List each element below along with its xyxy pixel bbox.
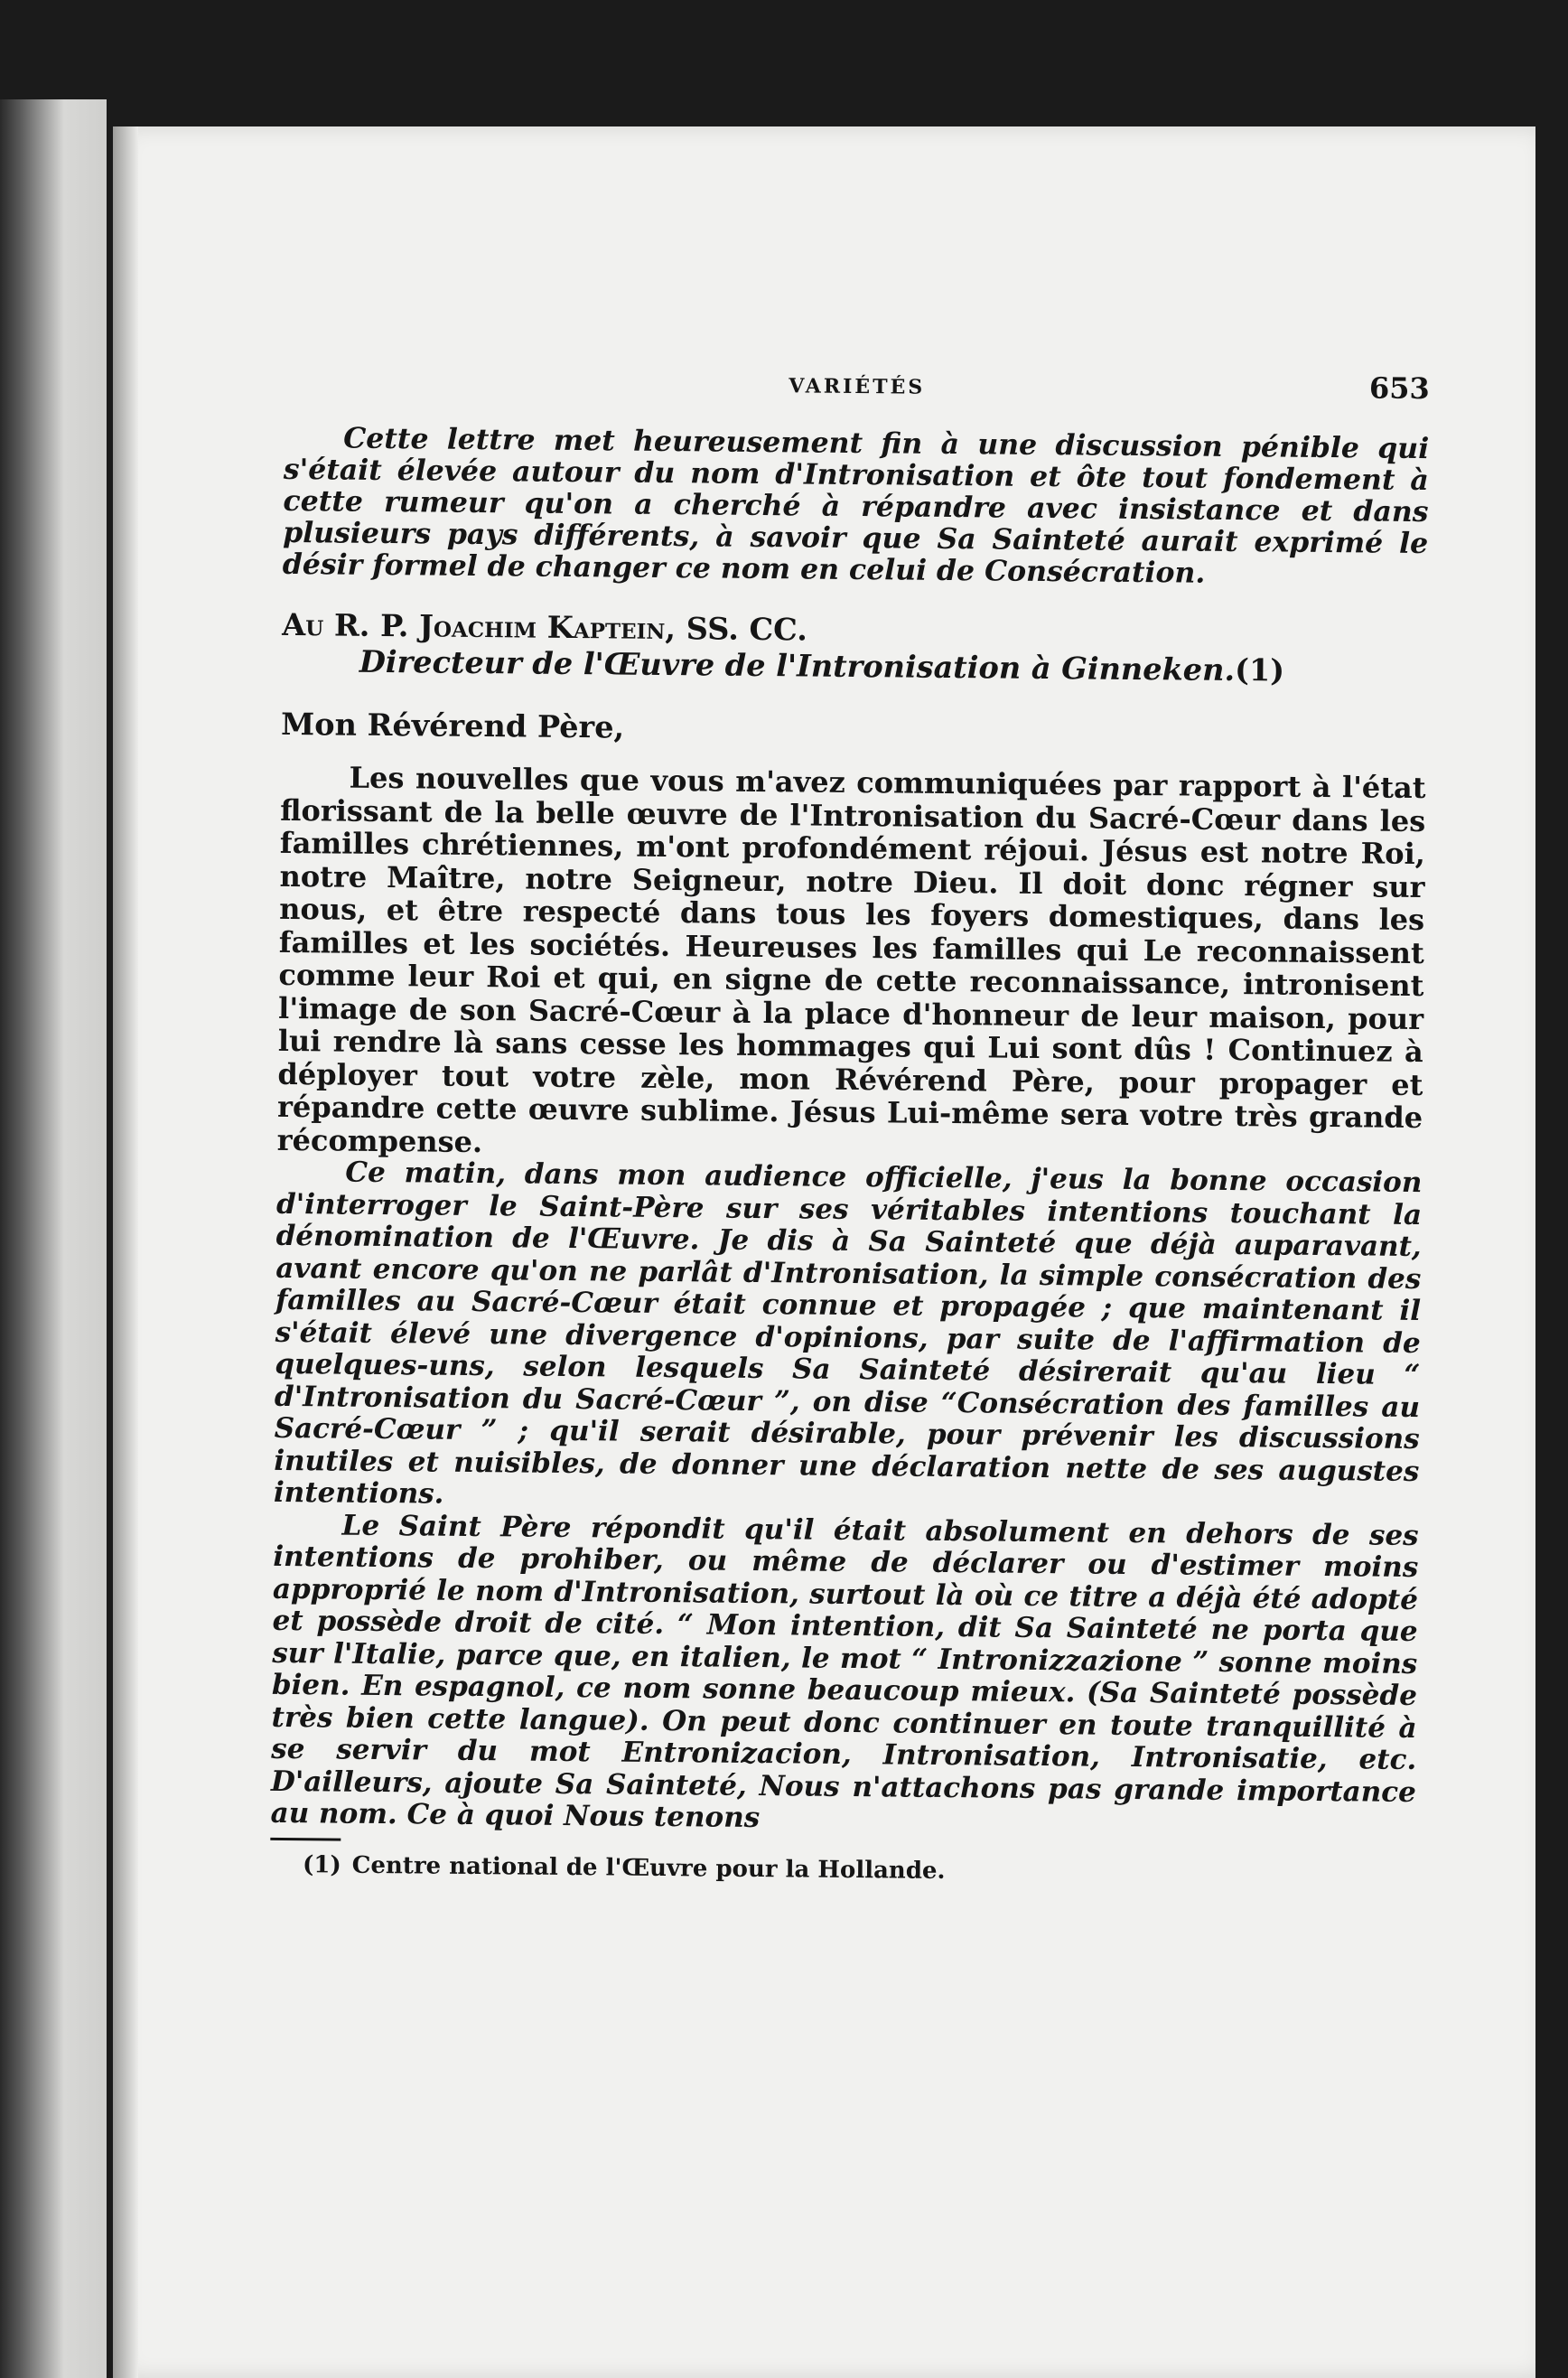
running-head xyxy=(284,360,1429,422)
footnote-ref: (1) xyxy=(1234,652,1285,688)
addressee-block xyxy=(282,607,1428,690)
previous-page-edge xyxy=(0,99,107,2378)
book-page xyxy=(113,126,1535,2378)
running-title: VARIÉTÉS xyxy=(789,374,926,399)
page-text xyxy=(270,360,1430,1889)
addressee-prefix: Au xyxy=(282,606,324,643)
page-gutter xyxy=(113,126,138,2378)
footnote-number: (1) xyxy=(302,1850,341,1879)
italic-paragraph-2: Le Saint Père répondit qu'il était absolument en dehors de ses intentions de prohiber, ou même de déclarer ou d'estimer moins approprié le nom d'Intronisation, surtout là où ce titre a déjà été adopté et possède droit de cité. “ Mon intention, dit Sa Sainteté ne porta que sur l'Italie, parce que, en italien, le mot “ Intronizzazione ” sonne moins bien. En espagnol, ce nom sonne beaucoup mieux. (Sa Sainteté possède très bien cette langue). On peut donc continuer en toute tranquillité à se servir du mot Entronizacion, Intronisation, Intronisatie, etc. D'ailleurs, ajoute Sa Sainteté, Nous n'attachons pas grande importance au nom. Ce à quoi Nous tenons xyxy=(270,1509,1419,1835)
intro-paragraph: Cette lettre met heureusement fin à une discussion pénible qui s'était élevée autour du nom d'Intronisation et ôte tout fondement à cette rumeur qu'on a cherché à répandre avec insistance et dans plusieurs pays différents, à savoir que Sa Sainteté aurait exprimé le désir formel de changer ce nom en celui de Consécration. xyxy=(282,421,1430,590)
footnote-rule xyxy=(270,1837,341,1840)
footnote xyxy=(270,1850,1415,1888)
addressee-title-text: Directeur de l'Œuvre de l'Intronisation à Ginneken. xyxy=(359,643,1236,688)
salutation: Mon Révérend Père, xyxy=(280,706,625,745)
addressee-fullname: R. P. Joachim Kaptein, SS. CC. xyxy=(333,607,808,648)
italic-paragraph-1: Ce matin, dans mon audience officielle, j'eus la bonne occasion d'interroger le Saint-Père sur ses véritables intentions touchant la dénomination de l'Œuvre. Je dis à Sa Sainteté que déjà auparavant, avant encore qu'on ne parlât d'Intronisation, la simple consécration des familles au Sacré-Cœur était connue et propagée ; que maintenant il s'était élevé une divergence d'opinions, par suite de l'affirmation de quelques-uns, selon lesquels Sa Sainteté désirerait qu'au lieu “ d'Intronisation du Sacré-Cœur ”, on dise “Consécration des familles au Sacré-Cœur ” ; qu'il serait désirable, pour prévenir les discussions inutiles et nuisibles, de donner une déclaration nette de ses augustes intentions. xyxy=(273,1156,1423,1511)
body-paragraph: Les nouvelles que vous m'avez communiquées par rapport à l'état florissant de la belle œuvre de l'Intronisation du Sacré-Cœur dans les familles chrétiennes, m'ont profondément réjoui. Jésus est notre Roi, notre Maître, notre Seigneur, notre Dieu. Il doit donc régner sur nous, et être respecté dans tous les foyers domestiques, dans les familles et les sociétés. Heureuses les familles qui Le reconnaissent comme leur Roi et qui, en signe de cette reconnaissance, intronisent l'image de son Sacré-Cœur à la place d'honneur de leur maison, pour lui rendre là sans cesse les hommages qui Lui sont dûs ! Continuez à déployer tout votre zèle, mon Révérend Père, pour propager et répandre cette œuvre sublime. Jésus Lui-même sera votre très grande récompense. xyxy=(276,760,1426,1159)
footnote-text: Centre national de l'Œuvre pour la Hollande. xyxy=(351,1851,946,1885)
page-number: 653 xyxy=(1368,370,1430,407)
